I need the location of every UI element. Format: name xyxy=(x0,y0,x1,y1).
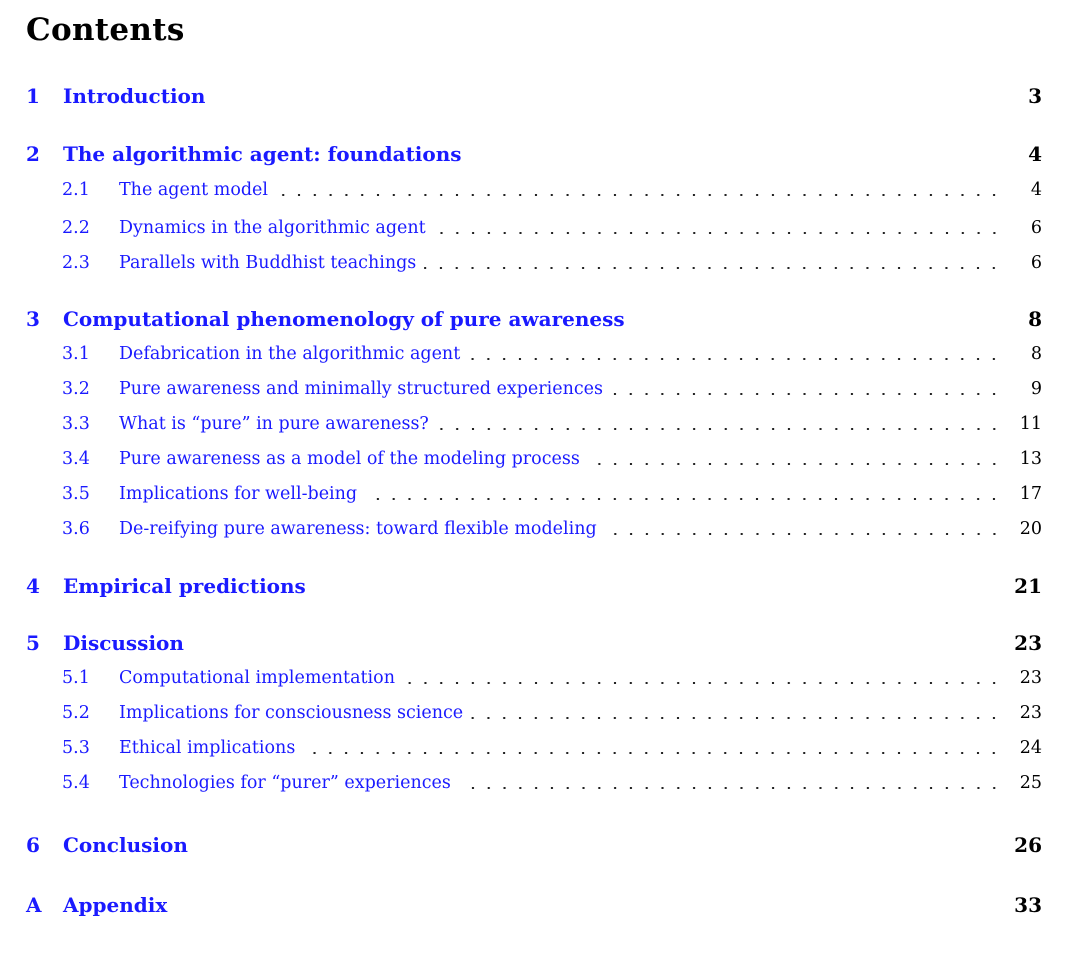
subsection-number: 5.2 xyxy=(62,703,90,723)
toc-subsection-2-2[interactable] xyxy=(26,214,1042,242)
subsection-number: 3.4 xyxy=(62,449,90,469)
section-page-number: 8 xyxy=(1028,307,1042,331)
dot-leader xyxy=(437,428,1002,430)
toc-section-4[interactable] xyxy=(26,571,1042,601)
subsection-title-link[interactable]: Parallels with Buddhist teachings xyxy=(119,253,417,273)
toc-subsection-2-1[interactable] xyxy=(26,176,1042,204)
subsection-page-number: 25 xyxy=(1019,773,1042,793)
subsection-number: 2.2 xyxy=(62,218,90,238)
toc-subsection-3-1[interactable] xyxy=(26,340,1042,368)
subsection-number: 3.2 xyxy=(62,379,90,399)
toc-section-2[interactable] xyxy=(26,139,1042,169)
subsection-page-number: 24 xyxy=(1019,738,1042,758)
subsection-number: 3.6 xyxy=(62,519,90,539)
toc-subsection-3-4[interactable] xyxy=(26,445,1042,473)
subsection-title-link[interactable]: Defabrication in the algorithmic agent xyxy=(119,344,461,364)
toc-section-6[interactable] xyxy=(26,830,1042,860)
section-page-number: 26 xyxy=(1014,833,1042,857)
subsection-page-number: 17 xyxy=(1019,484,1042,504)
subsection-title-link[interactable]: Pure awareness as a model of the modeling process xyxy=(119,449,580,469)
dot-leader xyxy=(434,232,1002,234)
subsection-page-number: 9 xyxy=(1030,379,1042,399)
section-number: A xyxy=(26,893,42,917)
toc-subsection-5-1[interactable] xyxy=(26,664,1042,692)
subsection-page-number: 6 xyxy=(1030,253,1042,273)
contents-heading: Contents xyxy=(26,12,185,48)
toc-section-1[interactable] xyxy=(26,81,1042,111)
subsection-title-link[interactable]: What is “pure” in pure awareness? xyxy=(119,414,429,434)
toc-subsection-3-3[interactable] xyxy=(26,410,1042,438)
subsection-page-number: 23 xyxy=(1019,668,1042,688)
subsection-title-link[interactable]: The agent model xyxy=(119,180,269,200)
dot-leader xyxy=(605,533,1002,535)
subsection-number: 3.3 xyxy=(62,414,90,434)
toc-section-3[interactable] xyxy=(26,304,1042,334)
toc-subsection-5-2[interactable] xyxy=(26,699,1042,727)
toc-subsection-3-6[interactable] xyxy=(26,515,1042,543)
section-number: 4 xyxy=(26,574,40,598)
section-page-number: 21 xyxy=(1014,574,1042,598)
toc-subsection-5-3[interactable] xyxy=(26,734,1042,762)
subsection-page-number: 6 xyxy=(1030,218,1042,238)
subsection-title-link[interactable]: Implications for consciousness science xyxy=(119,703,464,723)
subsection-number: 3.5 xyxy=(62,484,90,504)
section-number: 1 xyxy=(26,84,40,108)
section-page-number: 23 xyxy=(1014,631,1042,655)
subsection-title-link[interactable]: Technologies for “purer” experiences xyxy=(119,773,451,793)
subsection-page-number: 4 xyxy=(1030,180,1042,200)
subsection-title-link[interactable]: Pure awareness and minimally structured experiences xyxy=(119,379,604,399)
subsection-page-number: 20 xyxy=(1019,519,1042,539)
section-title-link[interactable]: Appendix xyxy=(63,893,168,917)
section-title-link[interactable]: Discussion xyxy=(63,631,184,655)
subsection-title-link[interactable]: Ethical implications xyxy=(119,738,296,758)
section-number: 3 xyxy=(26,307,40,331)
toc-section-5[interactable] xyxy=(26,628,1042,658)
subsection-number: 2.1 xyxy=(62,180,90,200)
subsection-title-link[interactable]: Dynamics in the algorithmic agent xyxy=(119,218,426,238)
dot-leader xyxy=(303,752,1002,754)
section-page-number: 4 xyxy=(1028,142,1042,166)
dot-leader xyxy=(471,717,1002,719)
section-title-link[interactable]: Conclusion xyxy=(63,833,188,857)
dot-leader xyxy=(276,194,1002,196)
dot-leader xyxy=(424,267,1002,269)
subsection-number: 3.1 xyxy=(62,344,90,364)
section-title-link[interactable]: Empirical predictions xyxy=(63,574,306,598)
subsection-number: 2.3 xyxy=(62,253,90,273)
toc-subsection-3-5[interactable] xyxy=(26,480,1042,508)
section-number: 5 xyxy=(26,631,40,655)
dot-leader xyxy=(588,463,1002,465)
subsection-number: 5.3 xyxy=(62,738,90,758)
toc-subsection-3-2[interactable] xyxy=(26,375,1042,403)
subsection-number: 5.1 xyxy=(62,668,90,688)
subsection-page-number: 13 xyxy=(1019,449,1042,469)
toc-subsection-2-3[interactable] xyxy=(26,249,1042,277)
dot-leader xyxy=(403,682,1002,684)
subsection-page-number: 23 xyxy=(1019,703,1042,723)
dot-leader xyxy=(365,498,1002,500)
subsection-title-link[interactable]: De-reifying pure awareness: toward flexible modeling xyxy=(119,519,597,539)
subsection-page-number: 8 xyxy=(1030,344,1042,364)
subsection-title-link[interactable]: Implications for well-being xyxy=(119,484,358,504)
subsection-number: 5.4 xyxy=(62,773,90,793)
subsection-page-number: 11 xyxy=(1019,414,1042,434)
section-title-link[interactable]: Computational phenomenology of pure awareness xyxy=(63,307,625,331)
section-title-link[interactable]: Introduction xyxy=(63,84,206,108)
toc-subsection-5-4[interactable] xyxy=(26,769,1042,797)
section-page-number: 33 xyxy=(1014,893,1042,917)
table-of-contents xyxy=(26,0,1042,965)
section-number: 6 xyxy=(26,833,40,857)
dot-leader xyxy=(611,393,1002,395)
section-title-link[interactable]: The algorithmic agent: foundations xyxy=(63,142,462,166)
subsection-title-link[interactable]: Computational implementation xyxy=(119,668,395,688)
toc-section-appendix[interactable] xyxy=(26,890,1042,920)
dot-leader xyxy=(459,787,1002,789)
dot-leader xyxy=(468,358,1002,360)
section-page-number: 3 xyxy=(1028,84,1042,108)
section-number: 2 xyxy=(26,142,40,166)
